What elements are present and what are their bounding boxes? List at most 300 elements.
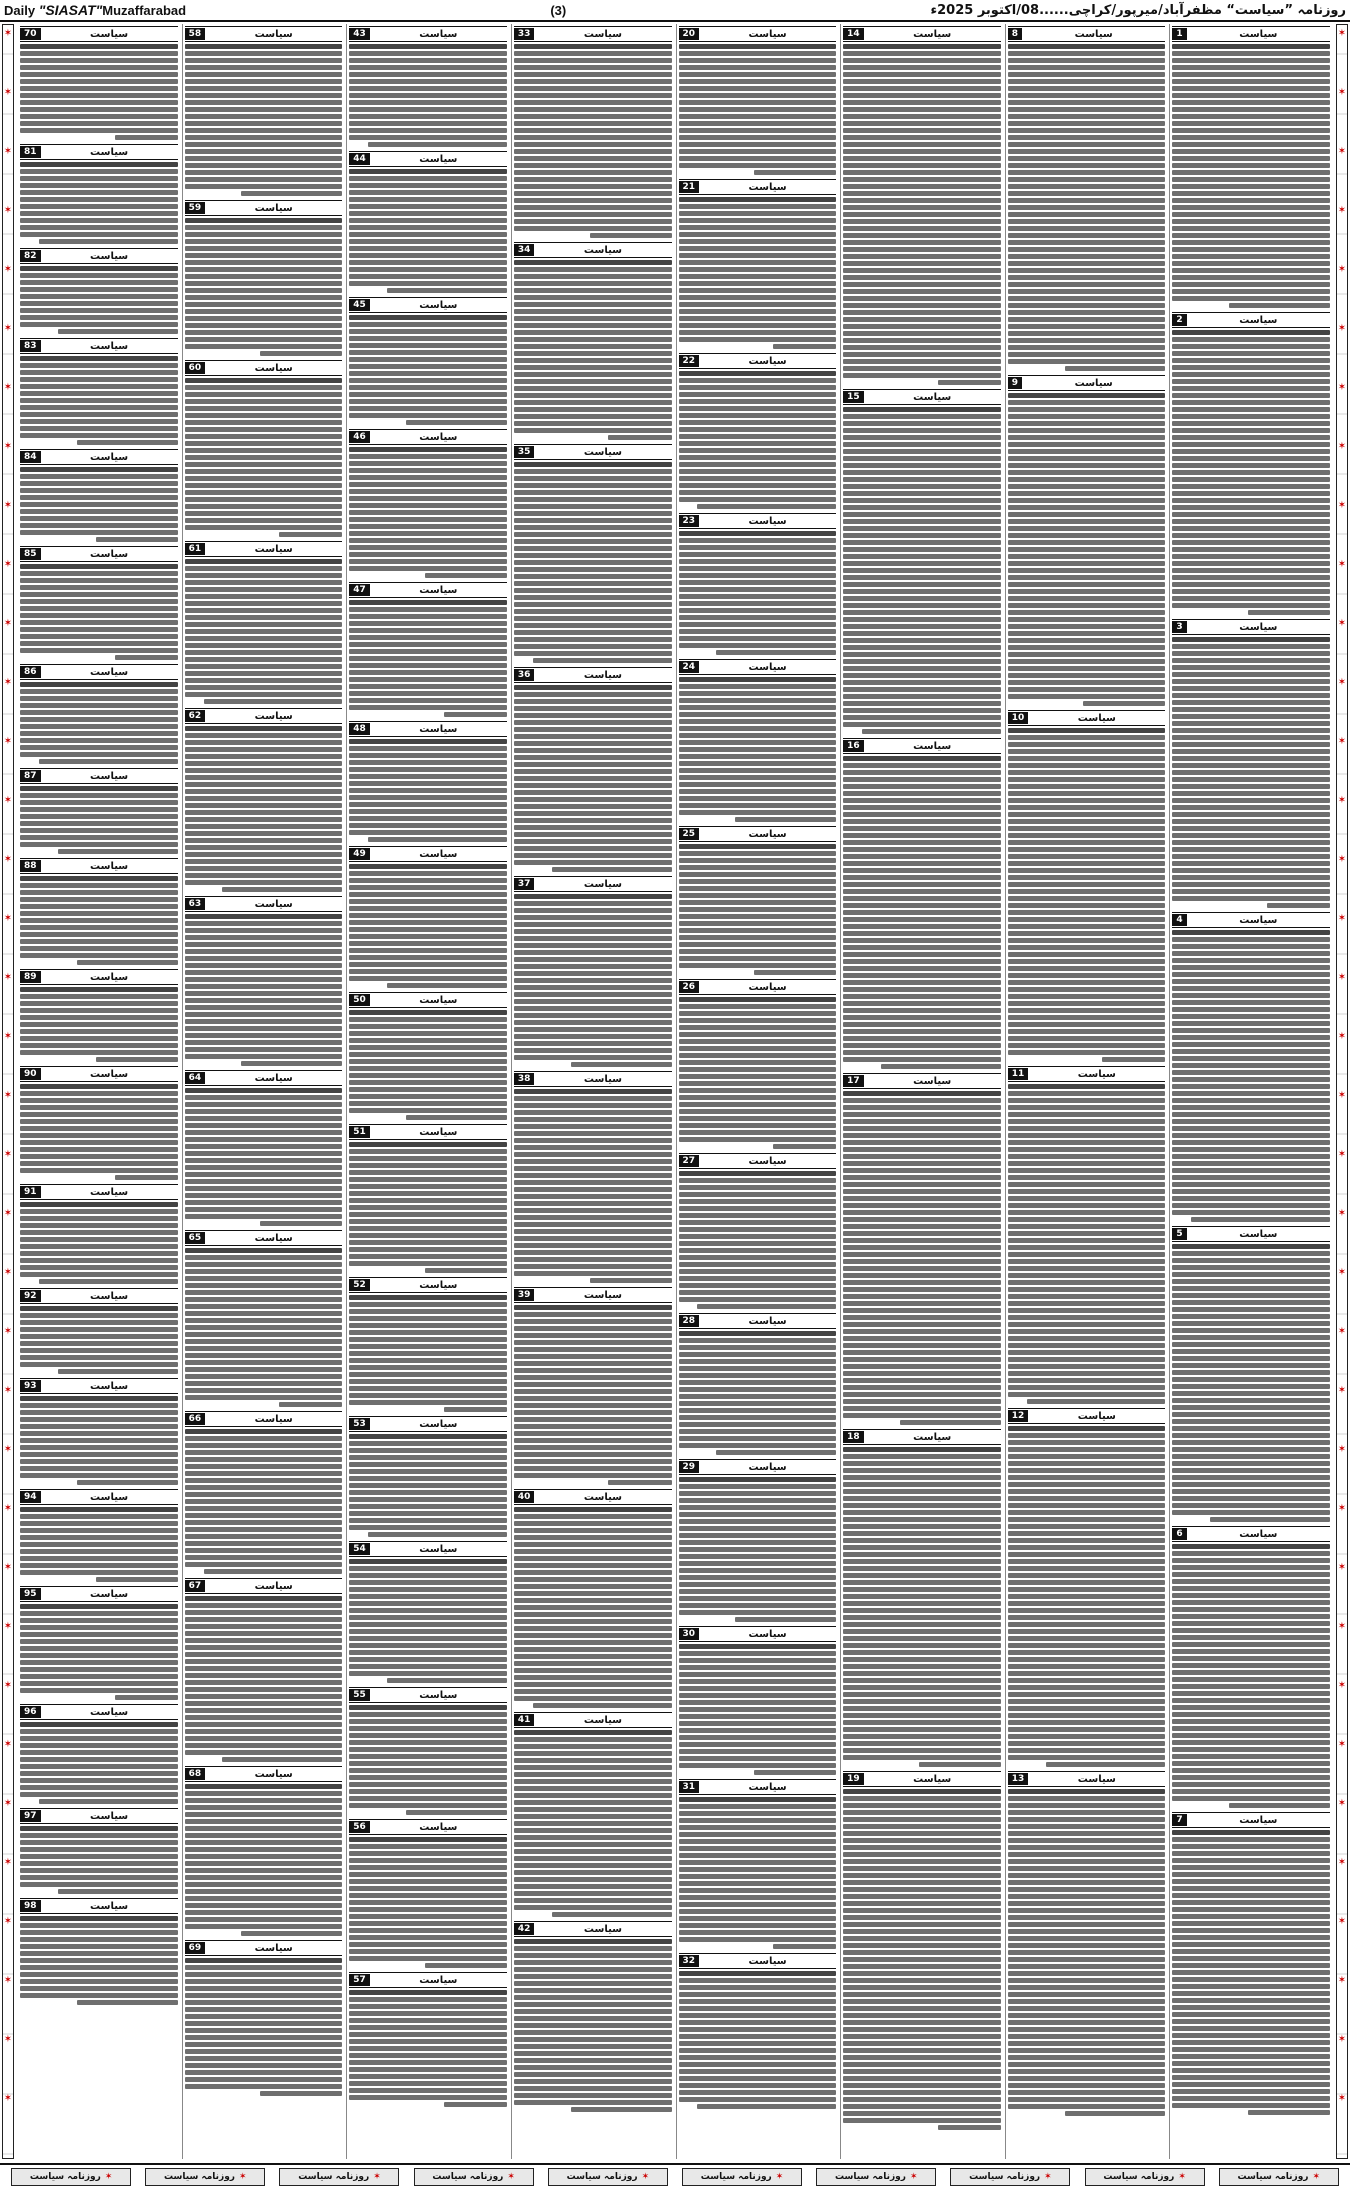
notice-block — [514, 1489, 672, 1708]
text-line — [843, 1217, 1001, 1222]
text-line — [185, 859, 343, 864]
text-line — [185, 977, 343, 982]
text-line — [843, 1845, 1001, 1850]
text-line — [185, 1965, 343, 1970]
text-line — [387, 1678, 507, 1683]
text-line — [679, 1700, 837, 1705]
text-line — [679, 1853, 837, 1858]
text-line — [514, 1640, 672, 1645]
text-line — [679, 316, 837, 321]
notice-number: 37 — [514, 878, 535, 890]
star-icon: ✶ — [3, 1503, 13, 1514]
text-line — [20, 696, 178, 701]
notice-header — [349, 1819, 507, 1835]
text-line — [514, 560, 672, 565]
text-line — [185, 163, 343, 168]
text-line — [514, 2051, 672, 2056]
text-line — [185, 775, 343, 780]
text-line — [514, 1041, 672, 1046]
text-line — [843, 931, 1001, 936]
notice-block — [349, 846, 507, 988]
text-line — [1172, 1063, 1330, 1068]
text-line — [20, 509, 178, 514]
notice-number: 4 — [1172, 914, 1186, 926]
text-line — [679, 684, 837, 689]
text-line — [1008, 547, 1166, 552]
text-line — [349, 941, 507, 946]
text-line — [1172, 1168, 1330, 1173]
text-line — [1172, 1000, 1330, 1005]
text-line — [679, 1533, 837, 1538]
text-line — [185, 1910, 343, 1915]
text-line — [349, 1949, 507, 1954]
text-line — [1008, 1622, 1166, 1627]
text-line — [843, 840, 1001, 845]
text-line — [20, 356, 178, 361]
text-line — [843, 373, 1001, 378]
text-line — [20, 266, 178, 271]
text-line — [843, 554, 1001, 559]
text-line — [843, 1671, 1001, 1676]
text-line — [843, 282, 1001, 287]
text-line — [843, 1643, 1001, 1648]
notice-number: 34 — [514, 244, 535, 256]
notice-number: 21 — [679, 181, 700, 193]
text-line — [843, 924, 1001, 929]
text-line — [1172, 1558, 1330, 1563]
text-line — [679, 288, 837, 293]
text-line — [843, 1720, 1001, 1725]
text-line — [843, 1294, 1001, 1299]
text-line — [349, 1434, 507, 1439]
notice-block — [1008, 26, 1166, 371]
text-line — [185, 1715, 343, 1720]
text-line — [1008, 58, 1166, 63]
text-line — [1172, 1328, 1330, 1333]
text-line — [185, 420, 343, 425]
notice-header — [20, 1704, 178, 1720]
text-line — [679, 963, 837, 968]
text-line — [843, 1929, 1001, 1934]
notice-block — [514, 444, 672, 663]
text-line — [514, 1055, 672, 1060]
text-line — [1172, 721, 1330, 726]
text-line — [185, 1840, 343, 1845]
text-line — [349, 1768, 507, 1773]
text-line — [349, 2081, 507, 2086]
text-line — [1008, 1378, 1166, 1383]
notice-header — [349, 721, 507, 737]
footer-tile — [279, 2168, 399, 2186]
text-line — [843, 1517, 1001, 1522]
text-line — [679, 1672, 837, 1677]
notice-body-text — [679, 1331, 837, 1455]
text-line — [843, 875, 1001, 880]
text-line — [514, 72, 672, 77]
text-line — [425, 573, 507, 578]
text-line — [20, 1105, 178, 1110]
text-line — [185, 246, 343, 251]
text-line — [349, 1893, 507, 1898]
text-line — [1172, 1698, 1330, 1703]
text-line — [279, 532, 342, 537]
text-line — [1008, 582, 1166, 587]
text-line — [185, 1833, 343, 1838]
text-line — [843, 456, 1001, 461]
text-line — [349, 1705, 507, 1710]
text-line — [514, 2058, 672, 2063]
notice-heading: سیاست — [90, 146, 129, 158]
notice-header — [349, 1277, 507, 1293]
text-line — [843, 65, 1001, 70]
text-line — [679, 156, 837, 161]
text-line — [185, 1889, 343, 1894]
text-line — [514, 1145, 672, 1150]
text-line — [514, 205, 672, 210]
text-line — [1172, 1251, 1330, 1256]
text-line — [843, 987, 1001, 992]
notice-block — [843, 26, 1001, 385]
text-line — [349, 1803, 507, 1808]
text-line — [843, 2027, 1001, 2032]
text-line — [514, 1751, 672, 1756]
notice-block — [185, 26, 343, 196]
text-line — [20, 467, 178, 472]
notice-header — [20, 449, 178, 465]
text-line — [20, 93, 178, 98]
text-line — [1008, 491, 1166, 496]
text-line — [349, 767, 507, 772]
text-line — [1008, 575, 1166, 580]
text-line — [843, 1489, 1001, 1494]
text-line — [679, 740, 837, 745]
text-line — [1172, 937, 1330, 942]
text-line — [1172, 351, 1330, 356]
text-line — [514, 1793, 672, 1798]
text-line — [1008, 1259, 1166, 1264]
text-line — [514, 1375, 672, 1380]
text-line — [679, 761, 837, 766]
notice-number: 20 — [679, 28, 700, 40]
notice-heading: سیاست — [419, 28, 458, 40]
text-line — [349, 1483, 507, 1488]
text-line — [20, 1542, 178, 1547]
text-line — [185, 156, 343, 161]
notice-header — [1172, 912, 1330, 928]
text-line — [349, 2025, 507, 2030]
notice-block — [679, 659, 837, 822]
text-line — [349, 753, 507, 758]
footer-label: روزنامہ سیاست — [1237, 2172, 1309, 2182]
text-line — [20, 1320, 178, 1325]
notice-number: 1 — [1172, 28, 1186, 40]
text-line — [1172, 1789, 1330, 1794]
text-line — [349, 760, 507, 765]
notice-body-text — [185, 44, 343, 196]
text-line — [679, 218, 837, 223]
notice-block — [843, 1429, 1001, 1767]
text-line — [514, 978, 672, 983]
text-line — [1172, 972, 1330, 977]
text-line — [349, 1928, 507, 1933]
text-line — [843, 1245, 1001, 1250]
text-line — [20, 1625, 178, 1630]
text-line — [222, 1757, 342, 1762]
text-line — [185, 337, 343, 342]
notice-header — [514, 1921, 672, 1937]
text-line — [349, 1587, 507, 1592]
text-line — [349, 1073, 507, 1078]
text-line — [349, 1101, 507, 1106]
notice-number: 65 — [185, 1232, 206, 1244]
text-line — [679, 1102, 837, 1107]
text-line — [843, 463, 1001, 468]
text-line — [1172, 1300, 1330, 1305]
masthead-left — [4, 2, 186, 18]
star-icon: ✶ — [3, 1385, 13, 1396]
notice-number: 53 — [349, 1418, 370, 1430]
text-line — [843, 219, 1001, 224]
text-line — [20, 363, 178, 368]
star-icon: ✶ — [1337, 854, 1347, 865]
notice-number: 82 — [20, 250, 41, 262]
notice-header — [185, 1940, 343, 1956]
text-line — [185, 726, 343, 731]
text-line — [679, 114, 837, 119]
text-line — [185, 1325, 343, 1330]
text-line — [20, 918, 178, 923]
text-line — [679, 691, 837, 696]
text-line — [1008, 1580, 1166, 1585]
text-line — [1008, 1796, 1166, 1801]
star-icon: ✶ — [1337, 1090, 1347, 1101]
text-line — [20, 1237, 178, 1242]
text-line — [679, 1589, 837, 1594]
text-line — [514, 114, 672, 119]
text-line — [1008, 142, 1166, 147]
text-line — [773, 1144, 836, 1149]
text-line — [349, 107, 507, 112]
text-line — [679, 1255, 837, 1260]
text-line — [349, 447, 507, 452]
footer-label: روزنامہ سیاست — [700, 2172, 772, 2182]
text-line — [349, 1789, 507, 1794]
text-line — [1229, 303, 1330, 308]
text-line — [1172, 1907, 1330, 1912]
notice-heading: سیاست — [90, 548, 129, 560]
text-line — [679, 1825, 837, 1830]
text-line — [679, 65, 837, 70]
text-line — [679, 107, 837, 112]
text-line — [1008, 1671, 1166, 1676]
text-line — [514, 1898, 672, 1903]
text-line — [1008, 1496, 1166, 1501]
text-line — [20, 1951, 178, 1956]
notice-header — [1172, 1812, 1330, 1828]
text-line — [1172, 1991, 1330, 1996]
text-line — [514, 100, 672, 105]
text-line — [1008, 561, 1166, 566]
text-line — [1172, 1921, 1330, 1926]
notice-heading: سیاست — [90, 1186, 129, 1198]
text-line — [679, 197, 837, 202]
text-line — [20, 835, 178, 840]
text-line — [679, 956, 837, 961]
text-line — [1008, 554, 1166, 559]
text-line — [20, 204, 178, 209]
text-line — [843, 638, 1001, 643]
text-line — [514, 1201, 672, 1206]
text-line — [679, 844, 837, 849]
notice-number: 90 — [20, 1068, 41, 1080]
notice-block — [843, 1073, 1001, 1425]
text-line — [1008, 1308, 1166, 1313]
text-line — [185, 344, 343, 349]
notice-heading: سیاست — [1239, 1228, 1278, 1240]
text-line — [349, 1212, 507, 1217]
text-line — [349, 454, 507, 459]
text-line — [843, 603, 1001, 608]
text-line — [1008, 359, 1166, 364]
text-line — [843, 1887, 1001, 1892]
text-line — [20, 426, 178, 431]
notice-number: 55 — [349, 1689, 370, 1701]
text-line — [679, 163, 837, 168]
text-line — [1008, 1315, 1166, 1320]
text-line — [679, 768, 837, 773]
text-line — [20, 1778, 178, 1783]
text-line — [679, 1735, 837, 1740]
text-line — [20, 1417, 178, 1422]
notice-block — [679, 1953, 837, 2109]
text-line — [1172, 1440, 1330, 1445]
text-line — [679, 1839, 837, 1844]
text-line — [349, 1323, 507, 1328]
notice-body-text — [20, 564, 178, 660]
text-line — [1008, 317, 1166, 322]
text-line — [185, 448, 343, 453]
text-line — [1172, 2089, 1330, 2094]
text-line — [349, 392, 507, 397]
text-line — [20, 1015, 178, 1020]
notice-number: 66 — [185, 1413, 206, 1425]
text-line — [679, 2055, 837, 2060]
text-line — [368, 142, 507, 147]
text-line — [349, 649, 507, 654]
text-line — [843, 1852, 1001, 1857]
text-line — [1172, 1014, 1330, 1019]
text-line — [843, 1280, 1001, 1285]
text-line — [185, 935, 343, 940]
text-line — [349, 1747, 507, 1752]
notice-block — [20, 144, 178, 244]
text-line — [514, 358, 672, 363]
text-line — [514, 804, 672, 809]
text-line — [514, 595, 672, 600]
notice-body-text — [514, 260, 672, 440]
text-line — [843, 1741, 1001, 1746]
notice-header — [679, 1459, 837, 1475]
text-line — [1008, 1894, 1166, 1899]
text-line — [1172, 477, 1330, 482]
text-line — [39, 239, 178, 244]
text-line — [1008, 240, 1166, 245]
text-line — [185, 1861, 343, 1866]
notice-block — [185, 896, 343, 1066]
text-line — [843, 1559, 1001, 1564]
text-line — [1008, 2027, 1166, 2032]
text-line — [514, 1619, 672, 1624]
text-line — [1172, 568, 1330, 573]
text-line — [96, 1577, 178, 1582]
text-line — [514, 532, 672, 537]
left-border-strip — [2, 24, 14, 2159]
text-line — [20, 1611, 178, 1616]
text-line — [514, 832, 672, 837]
text-line — [349, 190, 507, 195]
notice-heading: سیاست — [419, 1974, 458, 1986]
text-line — [349, 1761, 507, 1766]
text-line — [843, 805, 1001, 810]
text-line — [533, 658, 672, 663]
text-line — [1008, 470, 1166, 475]
text-line — [185, 2063, 343, 2068]
text-line — [1172, 798, 1330, 803]
text-line — [843, 310, 1001, 315]
notice-column — [1005, 24, 1168, 2159]
star-icon: ✶ — [1337, 559, 1347, 570]
notice-block — [1172, 619, 1330, 908]
text-line — [843, 1922, 1001, 1927]
text-line — [1172, 672, 1330, 677]
text-line — [349, 607, 507, 612]
text-line — [349, 385, 507, 390]
notice-body-text — [349, 1837, 507, 1968]
text-line — [514, 915, 672, 920]
text-line — [843, 666, 1001, 671]
text-line — [1008, 421, 1166, 426]
star-icon: ✶ — [3, 1267, 13, 1278]
text-line — [20, 474, 178, 479]
text-line — [1008, 1447, 1166, 1452]
text-line — [843, 1657, 1001, 1662]
text-line — [185, 796, 343, 801]
text-line — [843, 533, 1001, 538]
text-line — [349, 635, 507, 640]
text-line — [1172, 1265, 1330, 1270]
text-line — [514, 1828, 672, 1833]
notice-body-text — [185, 726, 343, 892]
text-line — [1083, 701, 1165, 706]
text-line — [349, 1045, 507, 1050]
notice-number: 28 — [679, 1315, 700, 1327]
text-line — [1008, 1475, 1166, 1480]
text-line — [20, 1202, 178, 1207]
text-line — [514, 1013, 672, 1018]
notice-heading: سیاست — [419, 431, 458, 443]
text-line — [185, 378, 343, 383]
notice-body-text — [1172, 1244, 1330, 1522]
notice-heading: سیاست — [748, 1628, 787, 1640]
text-line — [185, 490, 343, 495]
text-line — [1008, 407, 1166, 412]
text-line — [20, 107, 178, 112]
footer-label: روزنامہ سیاست — [566, 2172, 638, 2182]
notice-number: 7 — [1172, 1814, 1186, 1826]
text-line — [20, 530, 178, 535]
text-line — [185, 274, 343, 279]
text-line — [1008, 924, 1166, 929]
